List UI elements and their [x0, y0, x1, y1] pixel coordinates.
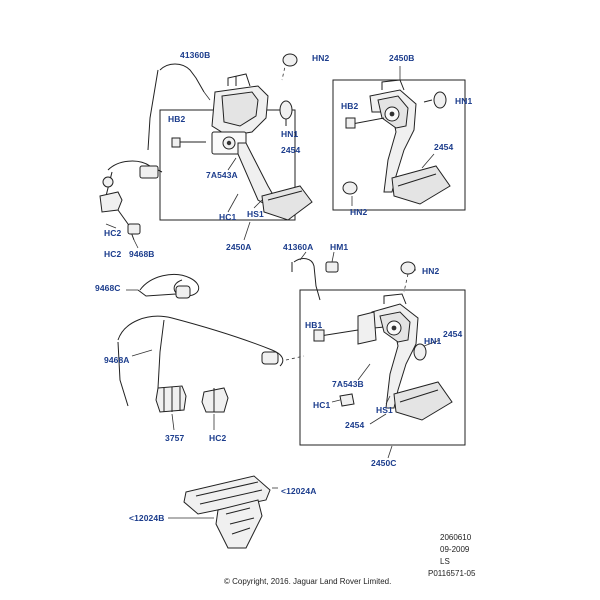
part-label-HN2-lower: HN2	[422, 266, 440, 276]
part-label-HS1-lower: HS1	[376, 405, 393, 415]
part-label-HS1-top: HS1	[247, 209, 264, 219]
part-label-HN1-left: HN1	[281, 129, 299, 139]
footer-model-code: LS	[440, 557, 450, 566]
part-label-HC2-lower: HC2	[104, 249, 122, 259]
part-label-HB2-right: HB2	[341, 101, 359, 111]
part-label-HB2-left: HB2	[168, 114, 186, 124]
part-label-9468B: 9468B	[129, 249, 155, 259]
part-label-7A543A: 7A543A	[206, 170, 238, 180]
part-label-2454-right: 2454	[434, 142, 454, 152]
part-label-2454-left: 2454	[281, 145, 301, 155]
part-label-7A543B: 7A543B	[332, 379, 364, 389]
part-label-2450B: 2450B	[389, 53, 415, 63]
part-label-2454-lower-upper: 2454	[443, 329, 463, 339]
part-label-9468C: 9468C	[95, 283, 121, 293]
part-label-41360A: 41360A	[283, 242, 314, 252]
part-label-2450C: 2450C	[371, 458, 397, 468]
part-label-12024B: <12024B	[129, 513, 165, 523]
part-label-HC2-bottom: HC2	[209, 433, 227, 443]
part-label-12024A: <12024A	[281, 486, 317, 496]
part-label-HN2-top: HN2	[312, 53, 330, 63]
part-label-HB1: HB1	[305, 320, 323, 330]
part-label-HC1-lower: HC1	[313, 400, 331, 410]
part-label-9468A: 9468A	[104, 355, 130, 365]
copyright-notice: © Copyright, 2016. Jaguar Land Rover Limited.	[224, 577, 392, 586]
part-label-HN1-lower: HN1	[424, 336, 442, 346]
part-label-HC2-upper: HC2	[104, 228, 122, 238]
part-label-HN1-right: HN1	[455, 96, 473, 106]
part-label-3757: 3757	[165, 433, 185, 443]
part-label-2450A: 2450A	[226, 242, 252, 252]
part-label-HC1-top: HC1	[219, 212, 237, 222]
part-label-2454-lower: 2454	[345, 420, 365, 430]
footer-date: 09-2009	[440, 545, 470, 554]
part-label-41360B: 41360B	[180, 50, 211, 60]
part-label-HM1: HM1	[330, 242, 349, 252]
footer-page-id: P0116571-05	[428, 569, 476, 578]
part-label-HN2-right: HN2	[350, 207, 368, 217]
footer-drawing-number: 2060610	[440, 533, 472, 542]
